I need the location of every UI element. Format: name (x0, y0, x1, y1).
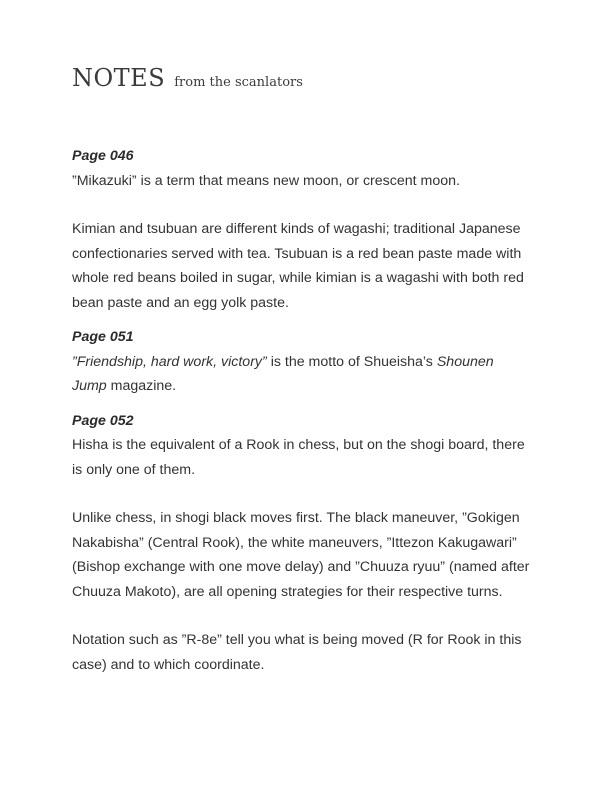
note-paragraph: Kimian and tsubuan are different kinds of wagashi; traditional Japanese confectionaries served with tea. Tsubuan is a red bean paste made with whole red beans boiled in sugar, while kimian is a wagashi with both red bean paste and an egg yolk paste. (72, 221, 524, 311)
heading-sub: from the scanlators (174, 75, 303, 90)
heading-main: NOTES (72, 64, 166, 92)
note-paragraph: ”Mikazuki” is a term that means new moon, or crescent moon. (72, 172, 460, 189)
note-text: is the motto of Shueisha’s (266, 353, 437, 370)
section-title-page-052: Page 052 (72, 412, 134, 429)
section-title-page-046: Page 046 (72, 148, 134, 164)
note-paragraph: Unlike chess, in shogi black moves first. The black maneuver, ”Gokigen Nakabisha” (Central Rook), the white maneuvers, ”Ittezon Kakugawari” (Bishop exchange with one move delay) and ”Chuuza ryuu” (named after Chuuza Makoto), are all opening strategies for their respective turns. (72, 510, 530, 600)
note-paragraph: Hisha is the equivalent of a Rook in chess, but on the shogi board, there is only one of them. (72, 437, 525, 478)
page-heading (72, 64, 303, 92)
section-title-page-051: Page 051 (72, 329, 134, 345)
motto-text: ”Friendship, hard work, victory” (72, 353, 267, 370)
note-paragraph: Notation such as ”R-8e” tell you what is being moved (R for Rook in this case) and to which coordinate. (72, 632, 522, 673)
magazine-title: Shounen Jump (72, 353, 494, 394)
note-text: magazine. (106, 378, 177, 394)
notes-body (72, 144, 532, 677)
note-paragraph (72, 350, 532, 399)
